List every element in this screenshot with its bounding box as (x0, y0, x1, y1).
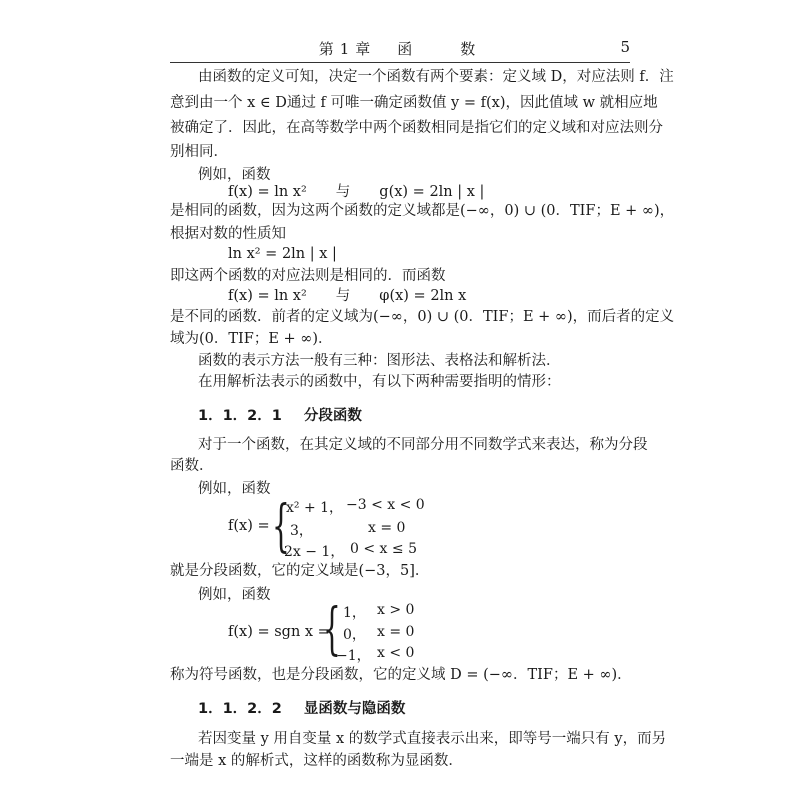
paragraph-line: 根据对数的性质知 (170, 226, 286, 242)
equation: ln x² = 2ln | x | (228, 246, 337, 262)
case-cond: x = 0 (368, 520, 406, 536)
section-title: 显函数与隐函数 (303, 701, 406, 717)
paragraph-line: 对于一个函数，在其定义域的不同部分用不同数学式来表达，称为分段 (198, 437, 648, 453)
case-expr: 3， (290, 523, 313, 539)
case-cond: −3 < x < 0 (346, 497, 425, 513)
brace-symbol: { (272, 494, 290, 559)
section-heading-1 (198, 404, 362, 425)
paragraph-line: 一端是 x 的解析式，这样的函数称为显函数． (170, 753, 463, 769)
paragraph-line: 就是分段函数，它的定义域是(−3，5]． (170, 563, 430, 579)
paragraph-line: 域为(0．TIF；E + ∞)． (170, 331, 333, 347)
brace-symbol: { (323, 597, 341, 662)
case-expr: 1， (343, 605, 366, 621)
section-heading-2 (198, 697, 405, 718)
paragraph-line: 是相同的函数，因为这两个函数的定义域都是(−∞，0) ∪ (0．TIF；E + ∞)， (170, 203, 675, 219)
running-header (170, 38, 630, 58)
paragraph-line: 由函数的定义可知，决定一个函数有两个要素：定义域 D，对应法则 f．注 (198, 69, 674, 85)
paragraph-line: 在用解析法表示的函数中，有以下两种需要指明的情形： (198, 374, 561, 390)
case-cond: x = 0 (377, 624, 415, 640)
paragraph-line: 被确定了．因此，在高等数学中两个函数相同是指它们的定义域和对应法则分 (170, 120, 663, 136)
case-cond: 0 < x ≤ 5 (350, 541, 417, 557)
case-cond: x > 0 (377, 602, 415, 618)
paragraph-line: 函数的表示方法一般有三种：图形法、表格法和解析法． (198, 353, 561, 369)
paragraph-line: 函数． (170, 458, 214, 474)
example-intro: 例如，函数 (198, 587, 271, 603)
paragraph-line: 意到由一个 x ∈ D通过 f 可唯一确定函数值 y = f(x)，因此值域 w 就相应地 (170, 95, 658, 111)
paragraph-line: 是不同的函数．前者的定义域为(−∞，0) ∪ (0．TIF；E + ∞)，而后者的定义 (170, 309, 675, 325)
section-title: 分段函数 (303, 408, 362, 424)
chapter-title: 第1章 函 数 (318, 40, 482, 58)
piecewise-lhs: f(x) = (228, 518, 270, 534)
equation: f(x) = ln x² 与 g(x) = 2ln | x | (228, 184, 485, 200)
paragraph-line: 别相同． (170, 144, 228, 160)
header-rule (170, 62, 630, 63)
paragraph-line: 若因变量 y 用自变量 x 的数学式直接表示出来，即等号一端只有 y，而另 (198, 731, 667, 747)
sgn-lhs: f(x) = sgn x = (228, 624, 330, 640)
case-cond: x < 0 (377, 645, 415, 661)
paragraph-line: 称为符号函数，也是分段函数，它的定义域 D = (−∞．TIF；E + ∞)． (170, 667, 632, 683)
paragraph-line: 即这两个函数的对应法则是相同的．而函数 (170, 268, 446, 284)
equation: f(x) = ln x² 与 φ(x) = 2ln x (228, 288, 467, 304)
example-intro: 例如，函数 (198, 167, 271, 183)
page-number: 5 (620, 38, 630, 56)
section-number: 1．1．2．1 (198, 408, 282, 424)
case-expr: 0， (343, 627, 366, 643)
case-expr: x² + 1， (286, 500, 344, 516)
section-number: 1．1．2．2 (198, 701, 282, 717)
example-intro: 例如，函数 (198, 481, 271, 497)
case-expr: 2x − 1， (284, 544, 345, 560)
case-expr: −1， (336, 648, 371, 664)
